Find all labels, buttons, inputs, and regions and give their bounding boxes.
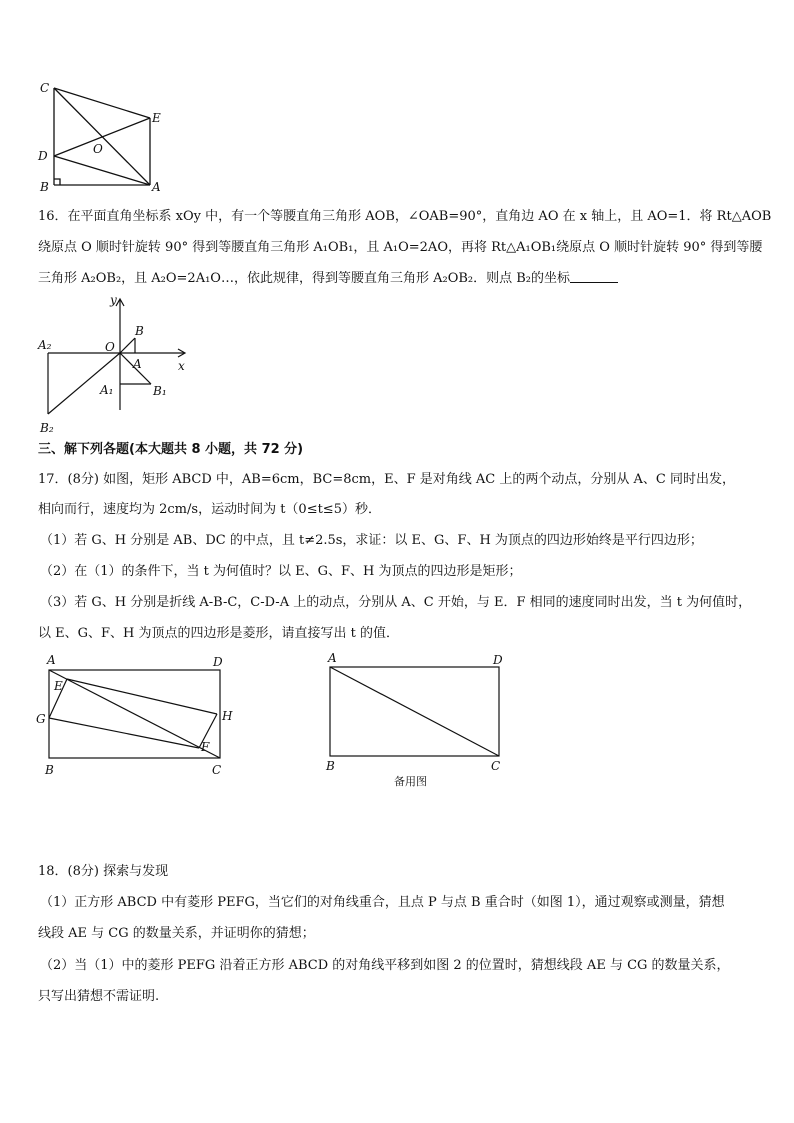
label-d: D bbox=[213, 655, 223, 669]
label-g: G bbox=[36, 712, 46, 726]
label-a: A bbox=[152, 180, 161, 194]
label-c: C bbox=[212, 763, 222, 777]
q16-line-3-text: 三角形 A₂OB₂，且 A₂O=2A₁O…，依此规律，得到等腰直角三角形 A₂OB₂．则点 B₂的坐标 bbox=[38, 271, 571, 286]
q17-part-3a: （3）若 G、H 分别是折线 A-B-C，C-D-A 上的动点，分别从 A、C 开始，与 E．F 相同的速度同时出发，当 t 为何值时， bbox=[40, 595, 752, 610]
q18-part-1b: 线段 AE 与 CG 的数量关系，并证明你的猜想； bbox=[38, 926, 315, 941]
label-h: H bbox=[222, 709, 233, 723]
label-a: A bbox=[133, 357, 142, 371]
label-e: E bbox=[54, 679, 63, 693]
figure-q17-spare bbox=[318, 650, 518, 796]
label-a2: A₂ bbox=[38, 338, 52, 352]
label-b: B bbox=[45, 763, 54, 777]
section-3-title: 三、解下列各题(本大题共 8 小题，共 72 分) bbox=[38, 442, 304, 457]
label-d: D bbox=[493, 653, 503, 667]
label-b: B bbox=[326, 759, 335, 773]
figure-coordinate-rotation bbox=[36, 292, 196, 438]
q16-line-1: 16．在平面直角坐标系 xOy 中，有一个等腰直角三角形 AOB，∠OAB=90°，直角边 AO 在 x 轴上，且 AO=1．将 Rt△AOB bbox=[38, 209, 772, 224]
spare-figure-caption: 备用图 bbox=[394, 775, 427, 788]
label-b: B bbox=[40, 180, 49, 194]
q16-line-3 bbox=[38, 270, 758, 288]
label-x: x bbox=[178, 359, 185, 373]
q17-line-1: 17．(8分) 如图，矩形 ABCD 中，AB=6cm，BC=8cm，E、F 是对角线 AC 上的两个动点，分别从 A、C 同时出发， bbox=[38, 472, 735, 487]
label-b2: B₂ bbox=[40, 421, 54, 435]
label-y: y bbox=[110, 293, 117, 307]
answer-blank bbox=[570, 270, 618, 283]
figure-rectangle-cdeab bbox=[30, 78, 170, 198]
label-e: E bbox=[152, 111, 161, 125]
label-a: A bbox=[328, 651, 337, 665]
q18-part-2a: （2）当（1）中的菱形 PEFG 沿着正方形 ABCD 的对角线平移到如图 2 的位置时，猜想线段 AE 与 CG 的数量关系， bbox=[40, 958, 730, 973]
figure-q17-main bbox=[34, 652, 244, 778]
q18-part-1a: （1）正方形 ABCD 中有菱形 PEFG，当它们的对角线重合，且点 P 与点 B 重合时（如图 1），通过观察或测量，猜想 bbox=[40, 895, 725, 910]
q16-line-2: 绕原点 O 顺时针旋转 90° 得到等腰直角三角形 A₁OB₁，且 A₁O=2AO，再将 Rt△A₁OB₁绕原点 O 顺时针旋转 90° 得到等腰 bbox=[38, 240, 763, 255]
label-a: A bbox=[47, 653, 56, 667]
q17-part-1: （1）若 G、H 分别是 AB、DC 的中点，且 t≠2.5s，求证：以 E、G、F、H 为顶点的四边形始终是平行四边形； bbox=[40, 533, 703, 548]
q17-line-2: 相向而行，速度均为 2cm/s，运动时间为 t（0≤t≤5）秒． bbox=[38, 502, 381, 517]
label-c: C bbox=[40, 81, 50, 95]
q18-part-2b: 只写出猜想不需证明. bbox=[38, 989, 160, 1004]
label-a1: A₁ bbox=[100, 383, 114, 397]
label-c: C bbox=[491, 759, 501, 773]
q17-part-3b: 以 E、G、F、H 为顶点的四边形是菱形，请直接写出 t 的值． bbox=[38, 626, 399, 641]
label-o: O bbox=[93, 142, 103, 156]
label-f: F bbox=[201, 740, 210, 754]
label-o: O bbox=[105, 340, 115, 354]
label-b: B bbox=[135, 324, 144, 338]
label-d: D bbox=[38, 149, 48, 163]
q17-part-2: （2）在（1）的条件下，当 t 为何值时？以 E、G、F、H 为顶点的四边形是矩形； bbox=[40, 564, 522, 579]
label-b1: B₁ bbox=[153, 384, 167, 398]
q18-line-1: 18．(8分) 探索与发现 bbox=[38, 864, 169, 879]
